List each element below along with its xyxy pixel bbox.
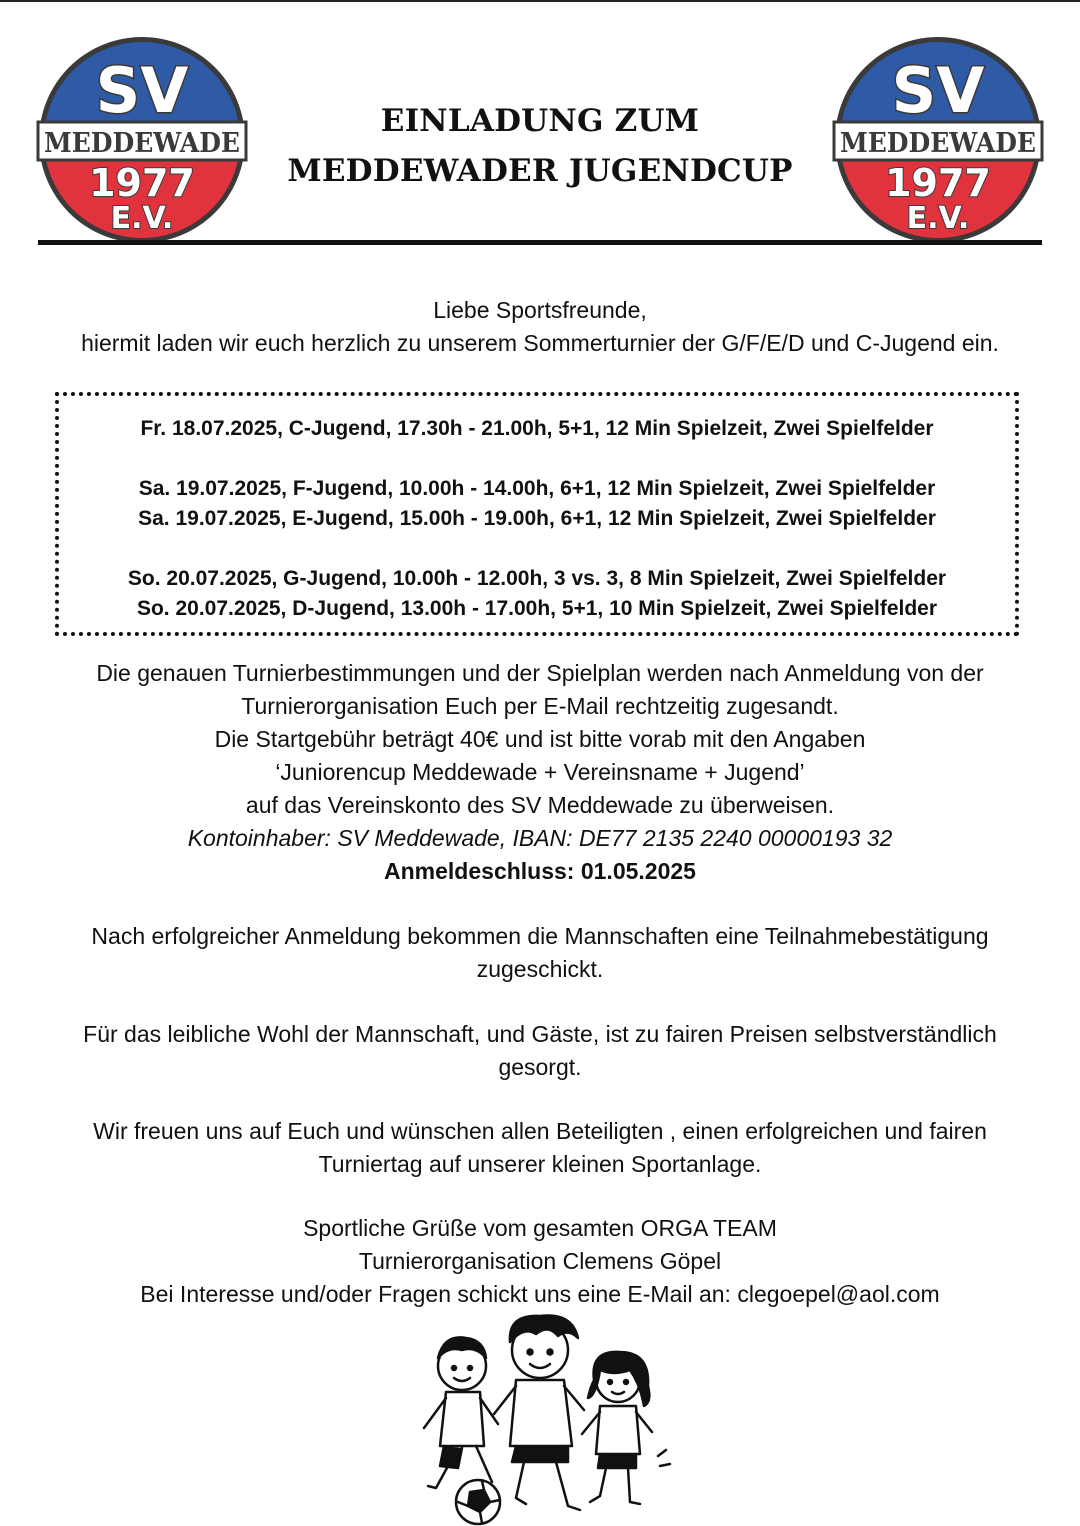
rules-line: Die Startgebühr beträgt 40€ und ist bitte vorab mit den Angaben	[214, 726, 866, 752]
bank-account: Kontoinhaber: SV Meddewade, IBAN: DE77 2135 2240 00000193 32	[187, 825, 893, 851]
organizer-name: Turnierorganisation Clemens Göpel	[358, 1248, 722, 1274]
kid-middle-figure	[494, 1315, 584, 1510]
logo-sv-text: SV	[891, 54, 985, 127]
signature	[30, 1212, 1050, 1311]
confirmation-line: zugeschickt.	[476, 956, 604, 982]
confirmation-text	[30, 920, 1050, 986]
invitation-sentence: hiermit laden wir euch herzlich zu unserem Sommerturnier der G/F/E/D und C-Jugend ein.	[81, 330, 999, 356]
rules-line: Turnierorganisation Euch per E-Mail rechtzeitig zugesandt.	[241, 693, 839, 719]
contact-email-line: Bei Interesse und/oder Fragen schickt uns eine E-Mail an: clegoepel@aol.com	[140, 1281, 940, 1307]
logo-band-text: MEDDEWADE	[840, 128, 1036, 159]
kid-right-figure	[582, 1352, 670, 1504]
header-divider	[38, 240, 1042, 245]
football-icon	[456, 1480, 500, 1524]
rules-line: auf das Vereinskonto des SV Meddewade zu überweisen.	[245, 792, 835, 818]
catering-text	[30, 1018, 1050, 1084]
logo-suffix-text: E.V.	[906, 201, 970, 236]
catering-line: gesorgt.	[498, 1054, 582, 1080]
intro-text	[30, 294, 1050, 360]
club-logo-right	[832, 34, 1044, 246]
logo-suffix-text: E.V.	[110, 201, 174, 236]
schedule-row: So. 20.07.2025, G-Jugend, 10.00h - 12.00h, 3 vs. 3, 8 Min Spielzeit, Zwei Spielfelder	[127, 567, 947, 590]
catering-line: Für das leibliche Wohl der Mannschaft, und Gäste, ist zu fairen Preisen selbstverständlich	[83, 1021, 997, 1047]
closing-line: Turniertag auf unserer kleinen Sportanlage.	[318, 1151, 762, 1177]
logo-year-text: 1977	[885, 161, 991, 205]
rules-line: Die genauen Turnierbestimmungen und der Spielplan werden nach Anmeldung von der	[96, 660, 984, 686]
top-border-line	[0, 0, 1080, 2]
rules-line: ‘Juniorencup Meddewade + Vereinsname + Jugend’	[275, 759, 805, 785]
kids-playing-football-illustration	[400, 1306, 680, 1526]
greeting: Liebe Sportsfreunde,	[433, 297, 647, 323]
schedule-row: Fr. 18.07.2025, C-Jugend, 17.30h - 21.00h, 5+1, 12 Min Spielzeit, Zwei Spielfelder	[140, 417, 934, 440]
page-title	[260, 96, 820, 196]
schedule-row: Sa. 19.07.2025, F-Jugend, 10.00h - 14.00h, 6+1, 12 Min Spielzeit, Zwei Spielfelder	[138, 477, 936, 500]
logo-sv-text: SV	[95, 54, 189, 127]
registration-deadline: Anmeldeschluss: 01.05.2025	[384, 858, 696, 884]
confirmation-line: Nach erfolgreicher Anmeldung bekommen die Mannschaften eine Teilnahmebestätigung	[91, 923, 989, 949]
title-line-1: EINLADUNG ZUM	[380, 103, 700, 139]
club-logo-left	[36, 34, 248, 246]
schedule-row: Sa. 19.07.2025, E-Jugend, 15.00h - 19.00h, 6+1, 12 Min Spielzeit, Zwei Spielfelder	[138, 507, 936, 530]
logo-band-text: MEDDEWADE	[44, 128, 240, 159]
schedule-row: So. 20.07.2025, D-Jugend, 13.00h - 17.00h, 5+1, 10 Min Spielzeit, Zwei Spielfelder	[136, 597, 938, 620]
closing-line: Wir freuen uns auf Euch und wünschen allen Beteiligten , einen erfolgreichen und fairen	[93, 1118, 987, 1144]
kid-left-figure	[424, 1337, 498, 1488]
tournament-rules	[30, 657, 1050, 888]
logo-year-text: 1977	[89, 161, 195, 205]
closing-text	[30, 1115, 1050, 1181]
title-line-2: MEDDEWADER JUGENDCUP	[287, 153, 793, 189]
schedule-box	[55, 392, 1019, 636]
signature-line: Sportliche Grüße vom gesamten ORGA TEAM	[303, 1215, 777, 1241]
